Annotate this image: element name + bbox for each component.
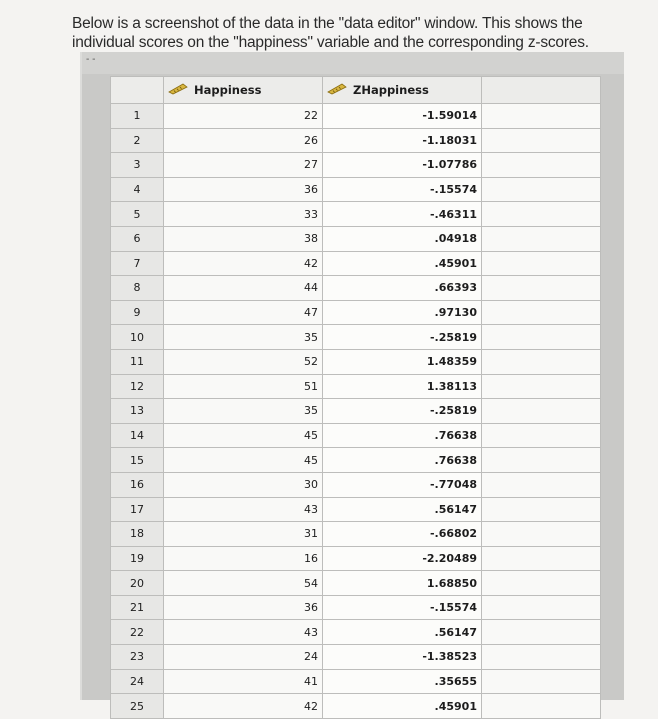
- header-row: [111, 77, 601, 104]
- corner-cell[interactable]: [111, 77, 164, 104]
- zhappiness-cell[interactable]: -.15574: [323, 177, 482, 202]
- empty-column-header[interactable]: [482, 77, 601, 104]
- happiness-cell[interactable]: 47: [164, 300, 323, 325]
- happiness-cell[interactable]: 35: [164, 325, 323, 350]
- empty-cell[interactable]: [482, 374, 601, 399]
- table-row: [111, 226, 601, 251]
- row-number-cell[interactable]: 19: [111, 546, 164, 571]
- table-row: [111, 276, 601, 301]
- zhappiness-cell[interactable]: -1.07786: [323, 153, 482, 178]
- happiness-cell[interactable]: 41: [164, 669, 323, 694]
- zhappiness-cell[interactable]: -.46311: [323, 202, 482, 227]
- empty-cell[interactable]: [482, 423, 601, 448]
- table-row: [111, 251, 601, 276]
- row-number-cell[interactable]: 23: [111, 645, 164, 670]
- zhappiness-cell[interactable]: .45901: [323, 694, 482, 719]
- empty-cell[interactable]: [482, 128, 601, 153]
- happiness-cell[interactable]: 51: [164, 374, 323, 399]
- row-number-cell[interactable]: 1: [111, 104, 164, 129]
- table-row: [111, 349, 601, 374]
- table-row: [111, 669, 601, 694]
- row-number-cell[interactable]: 11: [111, 349, 164, 374]
- empty-cell[interactable]: [482, 522, 601, 547]
- empty-cell[interactable]: [482, 399, 601, 424]
- happiness-cell[interactable]: 30: [164, 472, 323, 497]
- row-number-cell[interactable]: 17: [111, 497, 164, 522]
- empty-cell[interactable]: [482, 202, 601, 227]
- empty-cell[interactable]: [482, 300, 601, 325]
- zhappiness-cell[interactable]: -.25819: [323, 399, 482, 424]
- happiness-cell[interactable]: 16: [164, 546, 323, 571]
- happiness-cell[interactable]: 24: [164, 645, 323, 670]
- ruler-pencil-icon: [168, 83, 188, 98]
- zhappiness-cell[interactable]: 1.38113: [323, 374, 482, 399]
- data-grid: [110, 76, 601, 719]
- table-row: [111, 399, 601, 424]
- row-number-cell[interactable]: 7: [111, 251, 164, 276]
- zhappiness-cell[interactable]: .66393: [323, 276, 482, 301]
- row-number-cell[interactable]: 16: [111, 472, 164, 497]
- zhappiness-cell[interactable]: -.77048: [323, 472, 482, 497]
- happiness-cell[interactable]: 43: [164, 497, 323, 522]
- empty-cell[interactable]: [482, 251, 601, 276]
- zhappiness-cell[interactable]: .76638: [323, 448, 482, 473]
- row-number-cell[interactable]: 8: [111, 276, 164, 301]
- zhappiness-cell[interactable]: -.25819: [323, 325, 482, 350]
- empty-cell[interactable]: [482, 448, 601, 473]
- row-number-cell[interactable]: 20: [111, 571, 164, 596]
- table-row: [111, 325, 601, 350]
- table-row: [111, 374, 601, 399]
- table-row: [111, 694, 601, 719]
- happiness-cell[interactable]: 42: [164, 694, 323, 719]
- empty-cell[interactable]: [482, 472, 601, 497]
- happiness-cell[interactable]: 43: [164, 620, 323, 645]
- zhappiness-cell[interactable]: .45901: [323, 251, 482, 276]
- table-row: [111, 128, 601, 153]
- table-row: [111, 571, 601, 596]
- table-row: [111, 423, 601, 448]
- happiness-cell[interactable]: 26: [164, 128, 323, 153]
- happiness-cell[interactable]: 45: [164, 448, 323, 473]
- column-header-zhappiness[interactable]: [323, 77, 482, 104]
- column-header-happiness[interactable]: [164, 77, 323, 104]
- ruler-pencil-icon: [327, 83, 347, 98]
- empty-cell[interactable]: [482, 226, 601, 251]
- happiness-cell[interactable]: 52: [164, 349, 323, 374]
- row-number-cell[interactable]: 18: [111, 522, 164, 547]
- row-number-cell[interactable]: 5: [111, 202, 164, 227]
- row-number-cell[interactable]: 24: [111, 669, 164, 694]
- empty-cell[interactable]: [482, 497, 601, 522]
- zhappiness-cell[interactable]: .76638: [323, 423, 482, 448]
- row-number-cell[interactable]: 10: [111, 325, 164, 350]
- table-row: [111, 497, 601, 522]
- zhappiness-cell[interactable]: -1.38523: [323, 645, 482, 670]
- row-number-cell[interactable]: 6: [111, 226, 164, 251]
- row-number-cell[interactable]: 21: [111, 595, 164, 620]
- zhappiness-cell[interactable]: .35655: [323, 669, 482, 694]
- row-number-cell[interactable]: 25: [111, 694, 164, 719]
- zhappiness-cell[interactable]: 1.68850: [323, 571, 482, 596]
- empty-cell[interactable]: [482, 694, 601, 719]
- happiness-cell[interactable]: 36: [164, 177, 323, 202]
- empty-cell[interactable]: [482, 104, 601, 129]
- column-header-happiness-label: Happiness: [194, 82, 262, 97]
- empty-cell[interactable]: [482, 276, 601, 301]
- zhappiness-cell[interactable]: .56147: [323, 497, 482, 522]
- happiness-cell[interactable]: 42: [164, 251, 323, 276]
- table-row: [111, 153, 601, 178]
- happiness-cell[interactable]: 38: [164, 226, 323, 251]
- empty-cell[interactable]: [482, 620, 601, 645]
- table-row: [111, 300, 601, 325]
- zhappiness-cell[interactable]: -1.59014: [323, 104, 482, 129]
- table-row: [111, 202, 601, 227]
- caption-text: Below is a screenshot of the data in the "data editor" window. This shows the individual scores on the "happiness" variable and the corresponding z-scores.: [72, 15, 589, 51]
- table-row: [111, 620, 601, 645]
- zhappiness-cell[interactable]: -.66802: [323, 522, 482, 547]
- happiness-cell[interactable]: 31: [164, 522, 323, 547]
- happiness-cell[interactable]: 22: [164, 104, 323, 129]
- toolbar-marker: - -: [86, 54, 96, 65]
- table-row: [111, 104, 601, 129]
- table-row: [111, 595, 601, 620]
- row-number-cell[interactable]: 13: [111, 399, 164, 424]
- table-row: [111, 546, 601, 571]
- zhappiness-cell[interactable]: .56147: [323, 620, 482, 645]
- row-number-cell[interactable]: 14: [111, 423, 164, 448]
- happiness-cell[interactable]: 45: [164, 423, 323, 448]
- table-row: [111, 522, 601, 547]
- empty-cell[interactable]: [482, 349, 601, 374]
- empty-cell[interactable]: [482, 325, 601, 350]
- column-header-zhappiness-label: ZHappiness: [353, 82, 429, 97]
- table-row: [111, 177, 601, 202]
- zhappiness-cell[interactable]: .97130: [323, 300, 482, 325]
- empty-cell[interactable]: [482, 595, 601, 620]
- empty-cell[interactable]: [482, 645, 601, 670]
- happiness-cell[interactable]: 36: [164, 595, 323, 620]
- row-number-cell[interactable]: 4: [111, 177, 164, 202]
- empty-cell[interactable]: [482, 153, 601, 178]
- row-number-cell[interactable]: 22: [111, 620, 164, 645]
- zhappiness-cell[interactable]: -1.18031: [323, 128, 482, 153]
- zhappiness-cell[interactable]: -2.20489: [323, 546, 482, 571]
- data-editor-window: [82, 52, 624, 713]
- empty-cell[interactable]: [482, 669, 601, 694]
- row-number-cell[interactable]: 2: [111, 128, 164, 153]
- happiness-cell[interactable]: 33: [164, 202, 323, 227]
- happiness-cell[interactable]: 27: [164, 153, 323, 178]
- zhappiness-cell[interactable]: -.15574: [323, 595, 482, 620]
- table-row: [111, 472, 601, 497]
- table-row: [111, 645, 601, 670]
- zhappiness-cell[interactable]: .04918: [323, 226, 482, 251]
- happiness-cell[interactable]: 35: [164, 399, 323, 424]
- empty-cell[interactable]: [482, 177, 601, 202]
- row-number-cell[interactable]: 12: [111, 374, 164, 399]
- happiness-cell[interactable]: 54: [164, 571, 323, 596]
- empty-cell[interactable]: [482, 571, 601, 596]
- row-number-cell[interactable]: 9: [111, 300, 164, 325]
- empty-cell[interactable]: [482, 546, 601, 571]
- happiness-cell[interactable]: 44: [164, 276, 323, 301]
- zhappiness-cell[interactable]: 1.48359: [323, 349, 482, 374]
- table-row: [111, 448, 601, 473]
- row-number-cell[interactable]: 15: [111, 448, 164, 473]
- toolbar-strip: [82, 52, 624, 74]
- row-number-cell[interactable]: 3: [111, 153, 164, 178]
